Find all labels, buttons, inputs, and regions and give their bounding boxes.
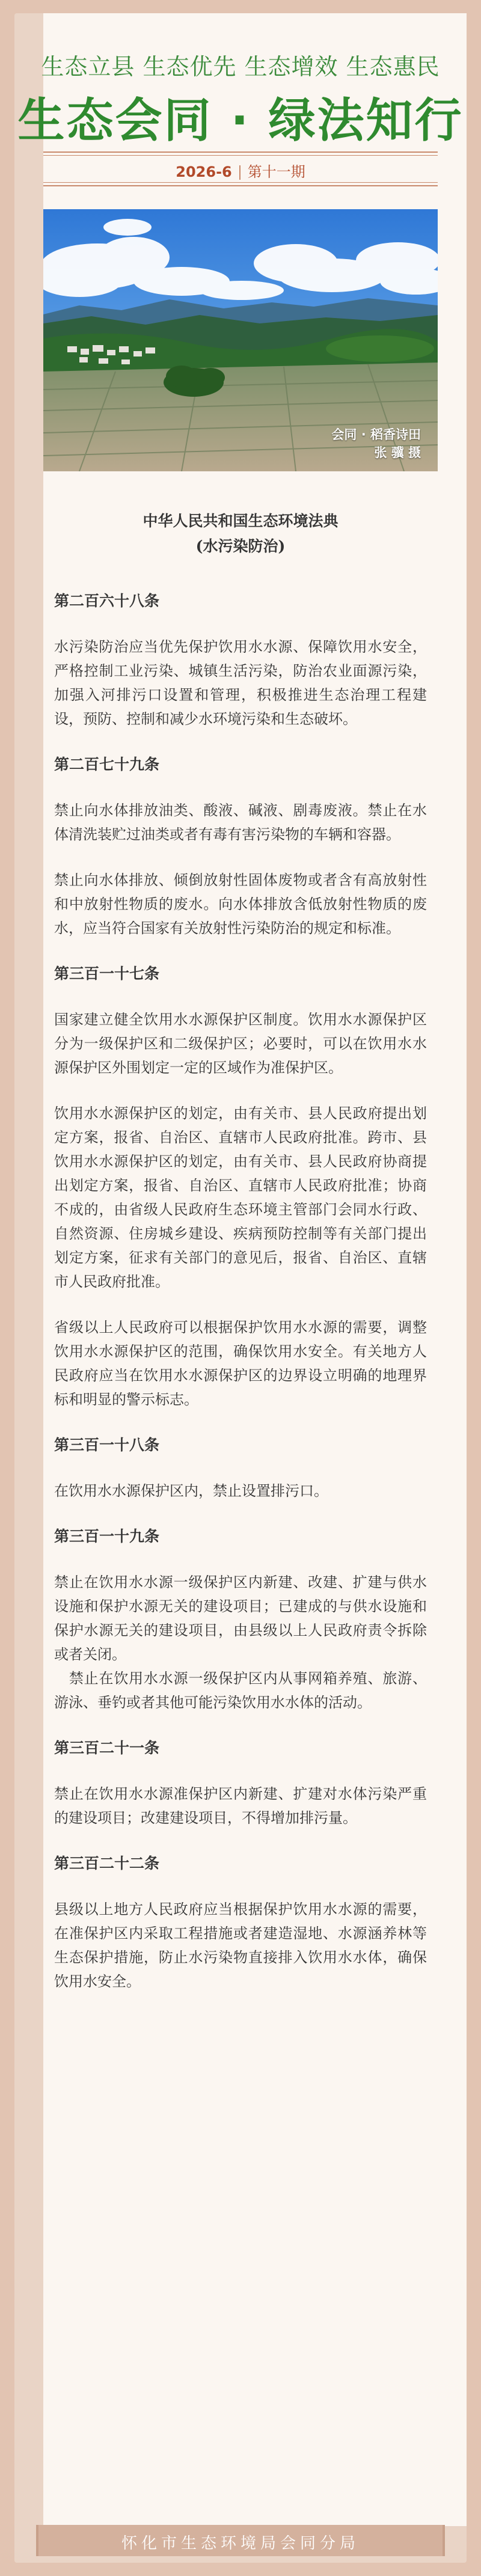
article-paragraph: 省级以上人民政府可以根据保护饮用水水源的需要，调整饮用水水源保护区的范围，确保饮用水安全。有关地方人民政府应当在饮用水水源保护区的边界设立明确的地理界标和明显的警示标志。: [54, 1319, 427, 1408]
issue-date: 2026-6: [176, 164, 232, 180]
landscape-photo: [43, 209, 438, 471]
article-paragraph: 禁止在饮用水水源准保护区内新建、扩建对水体污染严重的建设项目；改建建设项目，不得增加排污量。: [54, 1785, 427, 1826]
article-section: [54, 1433, 427, 1503]
article-heading: 第三百二十二条: [54, 1855, 160, 1872]
article-heading: 第三百二十一条: [54, 1739, 160, 1757]
article-paragraph: 水污染防治应当优先保护饮用水水源、保障饮用水安全，严格控制工业污染、城镇生活污染，防治农业面源污染，加强入河排污口设置和管理，积极推进生态治理工程建设，预防、控制和减少水环境污染和生态破坏。: [54, 638, 427, 727]
article-heading: 第三百一十九条: [54, 1528, 160, 1545]
article-section: [54, 753, 427, 940]
issue-number: 第十一期: [247, 164, 305, 180]
article-paragraph: 饮用水水源保护区的划定，由有关市、县人民政府提出划定方案，报省、自治区、直辖市人民政府批准。跨市、县饮用水水源保护区的划定，由有关市、县人民政府协商提出划定方案，报省、自治区、直辖市人民政府批准；协商不成的，由省级人民政府生态环境主管部门会同水行政、自然资源、住房城乡建设、疾病预防控制等有关部门提出划定方案，征求有关部门的意见后，报省、自治区、直辖市人民政府批准。: [54, 1105, 427, 1290]
article-heading: 第三百一十八条: [54, 1436, 160, 1454]
article-heading: 第二百六十八条: [54, 592, 160, 610]
law-title-block: [0, 509, 481, 559]
law-subtitle: (水污染防治): [195, 537, 286, 555]
article-paragraph: 在饮用水水源保护区内，禁止设置排污口。: [54, 1482, 328, 1499]
article-section: [54, 589, 427, 731]
article-heading: 第三百一十七条: [54, 965, 160, 982]
article-section: [54, 1736, 427, 1830]
photo-caption: [331, 426, 421, 462]
article-paragraph: 国家建立健全饮用水水源保护区制度。饮用水水源保护区分为一级保护区和二级保护区；必要时，可以在饮用水水源保护区外围划定一定的区域作为准保护区。: [54, 1011, 427, 1076]
article-section: [54, 962, 427, 1412]
article-paragraph: 禁止向水体排放油类、酸液、碱液、剧毒废液。禁止在水体清洗装贮过油类或者有毒有害污染物的车辆和容器。: [54, 802, 427, 843]
article-section: [54, 1525, 427, 1715]
issue-info: [43, 160, 438, 181]
footer: [36, 2525, 445, 2556]
article-section: [54, 1852, 427, 1993]
issue-bar: [43, 151, 438, 186]
article-heading: 第二百七十九条: [54, 756, 160, 773]
photo-location: 会同 · 稻香诗田: [331, 427, 421, 442]
footer-text: 怀化市生态环境局会同分局: [121, 2535, 360, 2553]
article-paragraph: 禁止在饮用水水源一级保护区内新建、改建、扩建与供水设施和保护水源无关的建设项目；已建成的与供水设施和保护水源无关的建设项目，由县级以上人民政府责令拆除或者关闭。 禁止在饮用水水源一级保护区内从事网箱养殖、旅游、游泳、垂钓或者其他可能污染饮用水水体的活动。: [54, 1574, 427, 1711]
page-title: 生态会同 · 绿法知行: [17, 94, 464, 148]
article-paragraph: 县级以上地方人民政府应当根据保护饮用水水源的需要，在准保护区内采取工程措施或者建造湿地、水源涵养林等生态保护措施，防止水污染物直接排入饮用水水体，确保饮用水安全。: [54, 1901, 427, 1990]
article-paragraph: 禁止向水体排放、倾倒放射性固体废物或者含有高放射性和中放射性物质的废水。向水体排放含低放射性物质的废水，应当符合国家有关放射性污染防治的规定和标准。: [54, 872, 427, 937]
article-list: [54, 589, 427, 2015]
law-title: 中华人民共和国生态环境法典: [142, 512, 339, 530]
photo-credit: 张 骥 摄: [374, 445, 421, 460]
slogan: 生态立县 生态优先 生态增效 生态惠民: [41, 54, 440, 80]
